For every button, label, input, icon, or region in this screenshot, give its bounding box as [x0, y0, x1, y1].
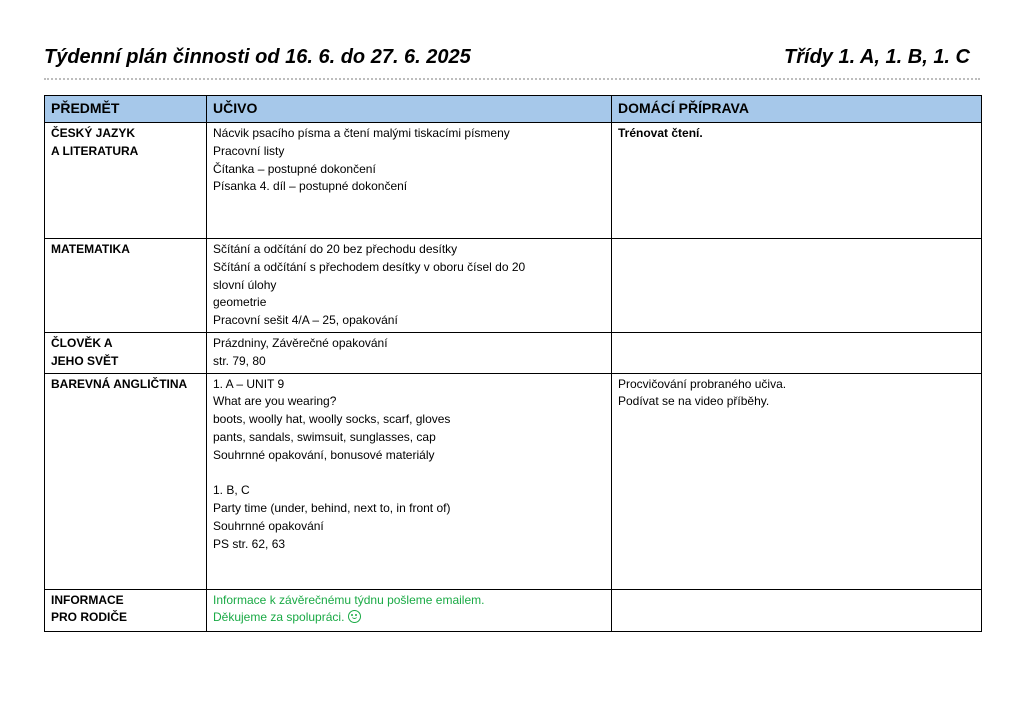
page-title: Týdenní plán činnosti od 16. 6. do 27. 6. 2025	[44, 46, 471, 68]
content-line: slovní úlohy	[213, 277, 277, 292]
content-line: Písanka 4. díl – postupné dokončení	[213, 179, 408, 194]
content-line: Čítanka – postupné dokončení	[213, 161, 376, 176]
subject-cell	[45, 123, 207, 239]
page-header	[44, 44, 980, 80]
content-line: geometrie	[213, 295, 267, 310]
content-line: PS str. 62, 63	[213, 536, 286, 551]
content-line: Pracovní listy	[213, 143, 285, 158]
content-line-with-smiley	[213, 609, 605, 627]
content-cell	[207, 123, 612, 239]
content-cell	[207, 239, 612, 333]
preparation-cell	[612, 589, 982, 631]
preparation-line: Procvičování probraného učiva.	[618, 376, 787, 391]
preparation-line: Trénovat čtení.	[618, 126, 703, 140]
preparation-line: Podívat se na video příběhy.	[618, 394, 770, 409]
table-row-math	[45, 239, 982, 333]
subject-line: MATEMATIKA	[51, 242, 130, 256]
table-row-czech	[45, 123, 982, 239]
content-line: What are you wearing?	[213, 394, 337, 409]
preparation-cell	[612, 373, 982, 589]
column-header-content: UČIVO	[207, 96, 612, 123]
subject-cell	[45, 589, 207, 631]
subject-line: PRO RODIČE	[51, 610, 128, 625]
content-line: Souhrnné opakování	[213, 518, 324, 533]
weekly-plan-table	[44, 95, 982, 632]
preparation-cell	[612, 333, 982, 374]
subject-line: ČLOVĚK A	[51, 336, 113, 350]
thanks-text: Děkujeme za spolupráci.	[213, 610, 345, 625]
content-line: Souhrnné opakování, bonusové materiály	[213, 447, 435, 462]
subject-cell	[45, 333, 207, 374]
table-row-world	[45, 333, 982, 374]
content-line: boots, woolly hat, woolly socks, scarf, gloves	[213, 412, 451, 427]
content-line: pants, sandals, swimsuit, sunglasses, cap	[213, 429, 436, 444]
subject-line: INFORMACE	[51, 592, 124, 607]
content-line: Sčítání a odčítání do 20 bez přechodu desítky	[213, 242, 458, 256]
smiley-icon	[348, 610, 361, 623]
subject-line: JEHO SVĚT	[51, 353, 119, 368]
content-line: 1. B, C	[213, 483, 250, 498]
content-line: str. 79, 80	[213, 353, 266, 368]
content-line: Prázdniny, Závěrečné opakování	[213, 336, 388, 350]
subject-cell	[45, 239, 207, 333]
column-header-preparation: DOMÁCÍ PŘÍPRAVA	[612, 96, 982, 123]
content-cell	[207, 589, 612, 631]
column-header-subject: PŘEDMĚT	[45, 96, 207, 123]
content-line: Nácvik psacího písma a čtení malými tiskacími písmeny	[213, 126, 510, 140]
content-line: 1. A – UNIT 9	[213, 376, 285, 391]
content-line: Pracovní sešit 4/A – 25, opakování	[213, 313, 398, 328]
classes-label: Třídy 1. A, 1. B, 1. C	[784, 46, 970, 68]
content-cell	[207, 373, 612, 589]
table-header-row	[45, 96, 982, 123]
table-row-english	[45, 373, 982, 589]
subject-line: BAREVNÁ ANGLIČTINA	[51, 376, 188, 391]
preparation-cell	[612, 239, 982, 333]
table-row-parents-info	[45, 589, 982, 631]
subject-line: A LITERATURA	[51, 143, 139, 158]
content-spacer	[213, 465, 605, 483]
preparation-cell	[612, 123, 982, 239]
subject-line: ČESKÝ JAZYK	[51, 126, 136, 140]
content-cell	[207, 333, 612, 374]
subject-cell	[45, 373, 207, 589]
content-line: Party time (under, behind, next to, in front of)	[213, 501, 451, 516]
content-line: Informace k závěrečnému týdnu pošleme emailem.	[213, 592, 485, 607]
content-line: Sčítání a odčítání s přechodem desítky v oboru čísel do 20	[213, 259, 526, 274]
